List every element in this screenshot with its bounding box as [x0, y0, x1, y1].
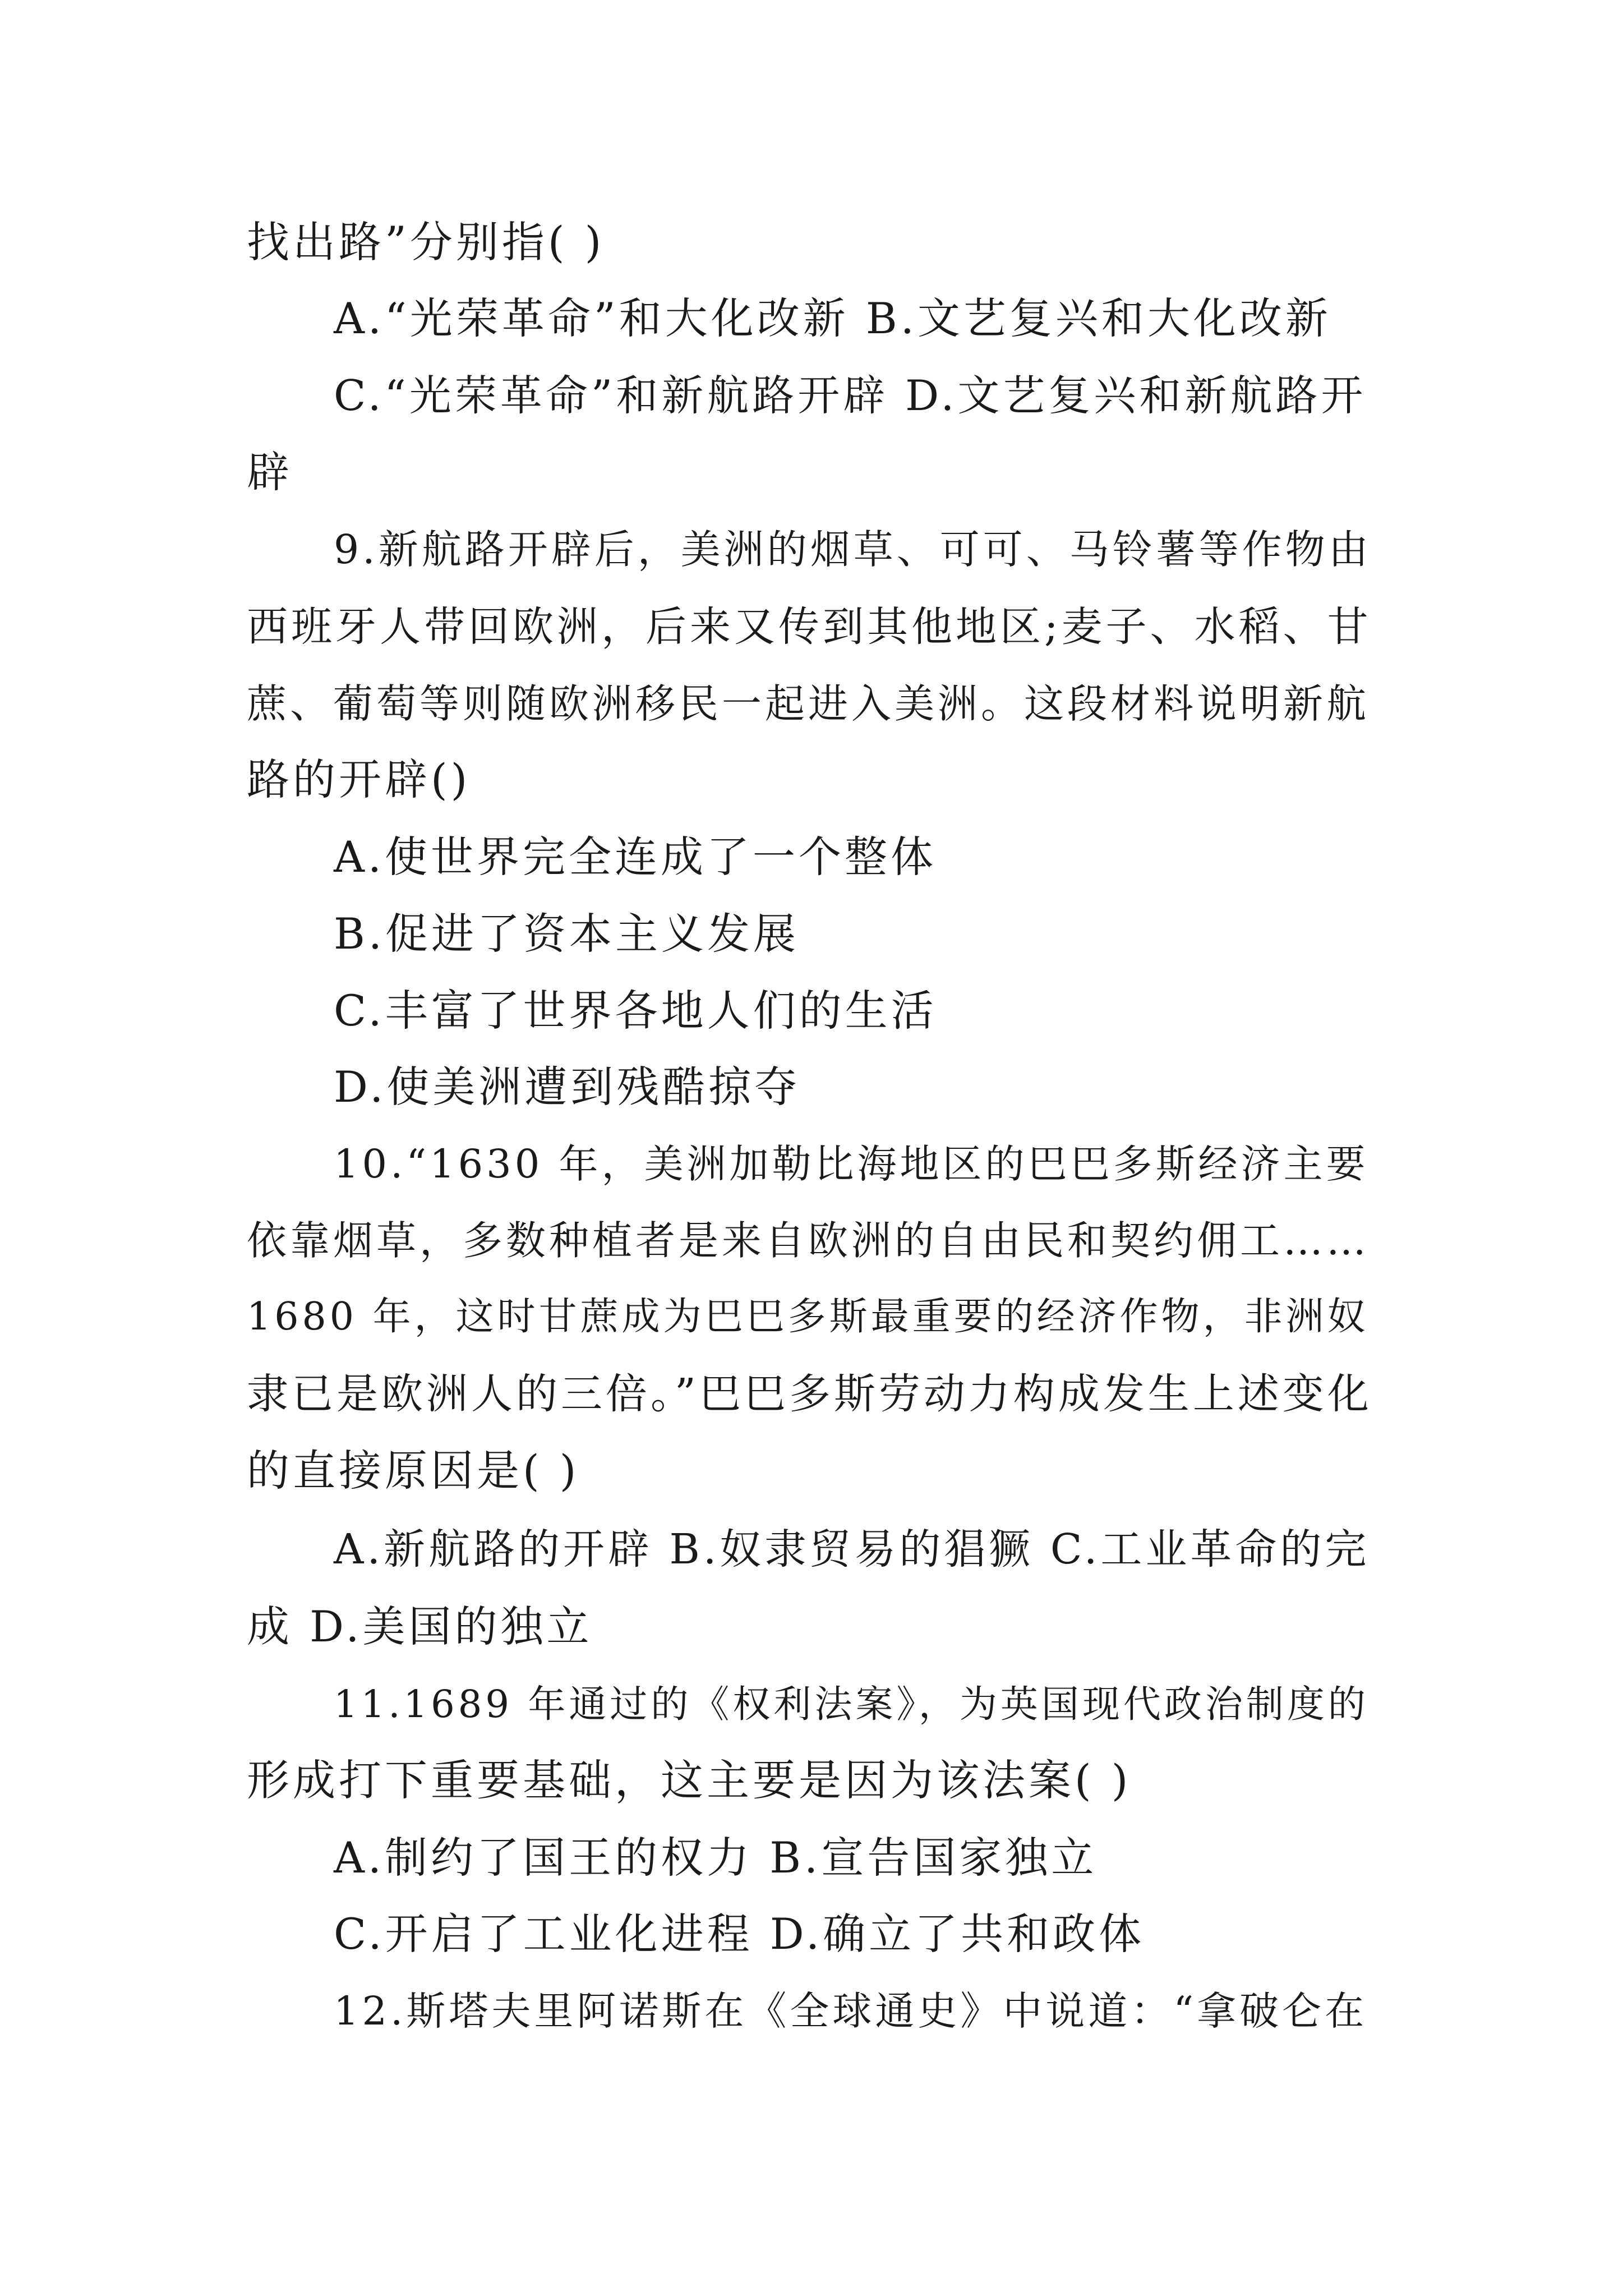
text-line: 西班牙人带回欧洲，后来又传到其他地区;麦子、水稻、甘 — [247, 603, 1372, 651]
question-8-options-ab: A.“光荣革命”和大化改新 B.文艺复兴和大化改新 — [334, 293, 1331, 343]
question-11-options-ab: A.制约了国王的权力 B.宣告国家独立 — [334, 1833, 1098, 1883]
question-11-stem: 11.1689 年通过的《权利法案》，为英国现代政治制度的 — [334, 1682, 1369, 1726]
question-9-stem: 9.新航路开辟后，美洲的烟草、可可、马铃薯等作物由 — [334, 526, 1372, 573]
question-9-option-b: B.促进了资本主义发展 — [334, 909, 800, 959]
text-line: 蔗、葡萄等则随欧洲移民一起进入美洲。这段材料说明新航 — [247, 680, 1370, 727]
text-line: 辟 — [247, 447, 293, 497]
question-10-stem: 10.“1630 年，美洲加勒比海地区的巴巴多斯经济主要 — [334, 1141, 1369, 1187]
text-line: 成 D.美国的独立 — [247, 1602, 593, 1651]
question-12-stem: 12.斯塔夫里阿诺斯在《全球通史》中说道：“拿破仑在 — [334, 1988, 1368, 2034]
question-9-option-c: C.丰富了世界各地人们的生活 — [334, 986, 937, 1036]
question-8-options-cd: C.“光荣革命”和新航路开辟 D.文艺复兴和新航路开 — [334, 371, 1367, 420]
question-10-options: A.新航路的开辟 B.奴隶贸易的猖獗 C.工业革命的完 — [334, 1525, 1370, 1573]
text-line: 隶已是欧洲人的三倍。”巴巴多斯劳动力构成发生上述变化 — [247, 1370, 1372, 1418]
question-9-option-d: D.使美洲遭到残酷掠夺 — [334, 1062, 801, 1112]
text-line: 形成打下重要基础，这主要是因为该法案( ) — [247, 1755, 1132, 1805]
question-9-option-a: A.使世界完全连成了一个整体 — [334, 832, 937, 882]
text-line: 的直接原因是( ) — [247, 1446, 580, 1496]
text-line: 路的开辟() — [247, 754, 471, 804]
question-11-options-cd: C.开启了工业化进程 D.确立了共和政体 — [334, 1909, 1145, 1959]
text-line: 依靠烟草，多数种植者是来自欧洲的自由民和契约佣工…… — [247, 1217, 1370, 1264]
text-line: 找出路”分别指( ) — [247, 217, 605, 267]
text-line: 1680 年，这时甘蔗成为巴巴多斯最重要的经济作物，非洲奴 — [247, 1295, 1369, 1339]
